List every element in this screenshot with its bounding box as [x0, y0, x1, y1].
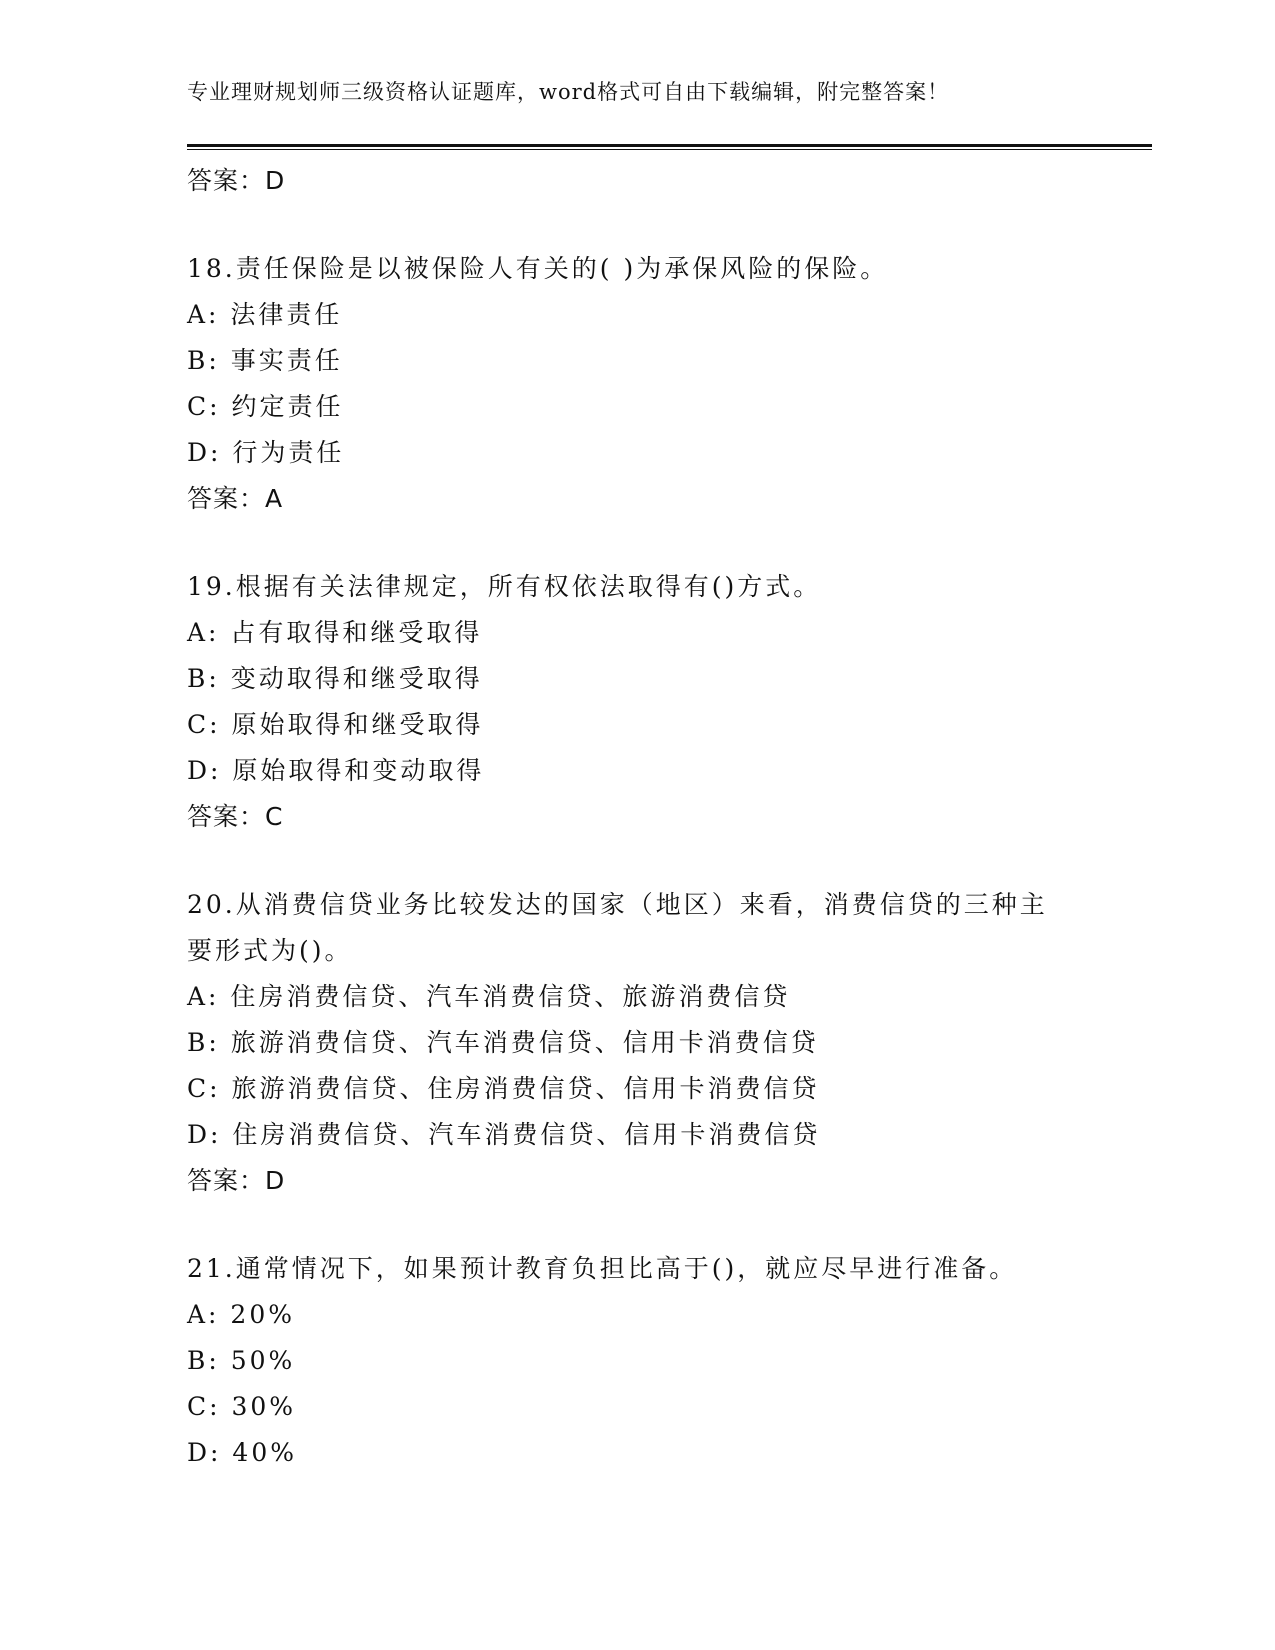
answer: 答案：A	[187, 484, 284, 513]
header-rule-thin	[187, 149, 1152, 150]
option-c: C: 旅游消费信贷、住房消费信贷、信用卡消费信贷	[187, 1074, 820, 1103]
option-d: D: 40%	[187, 1438, 297, 1467]
option-c: C: 30%	[187, 1392, 297, 1421]
option-b: B: 变动取得和继受取得	[187, 664, 483, 693]
option-c: C: 原始取得和继受取得	[187, 710, 484, 739]
option-d: D: 原始取得和变动取得	[187, 756, 485, 785]
option-c: C: 约定责任	[187, 392, 344, 421]
question-stem: 18.责任保险是以被保险人有关的( )为承保风险的保险。	[187, 254, 889, 283]
page-header: 专业理财规划师三级资格认证题库，word格式可自由下载编辑，附完整答案！	[187, 80, 950, 104]
header-rule-thick	[187, 144, 1152, 147]
option-a: A: 住房消费信贷、汽车消费信贷、旅游消费信贷	[187, 982, 791, 1011]
option-d: D: 住房消费信贷、汽车消费信贷、信用卡消费信贷	[187, 1120, 821, 1149]
question-20	[187, 882, 1137, 1204]
answer: 答案：D	[187, 1166, 286, 1195]
answer: 答案：C	[187, 802, 284, 831]
option-a: A: 20%	[187, 1300, 295, 1329]
option-b: B: 旅游消费信贷、汽车消费信贷、信用卡消费信贷	[187, 1028, 819, 1057]
option-a: A: 占有取得和继受取得	[187, 618, 483, 647]
option-b: B: 事实责任	[187, 346, 343, 375]
question-19	[187, 564, 1137, 840]
question-stem-line-1: 20.从消费信贷业务比较发达的国家（地区）来看，消费信贷的三种主	[187, 890, 1048, 919]
question-21	[187, 1246, 1137, 1476]
question-stem: 19.根据有关法律规定，所有权依法取得有()方式。	[187, 572, 822, 601]
question-content	[187, 158, 1137, 1476]
option-a: A: 法律责任	[187, 300, 343, 329]
option-b: B: 50%	[187, 1346, 296, 1375]
question-18	[187, 246, 1137, 522]
option-d: D: 行为责任	[187, 438, 345, 467]
previous-answer: 答案：D	[187, 166, 286, 195]
question-stem-line-2: 要形式为()。	[187, 936, 353, 965]
question-stem: 21.通常情况下，如果预计教育负担比高于()，就应尽早进行准备。	[187, 1254, 1018, 1283]
